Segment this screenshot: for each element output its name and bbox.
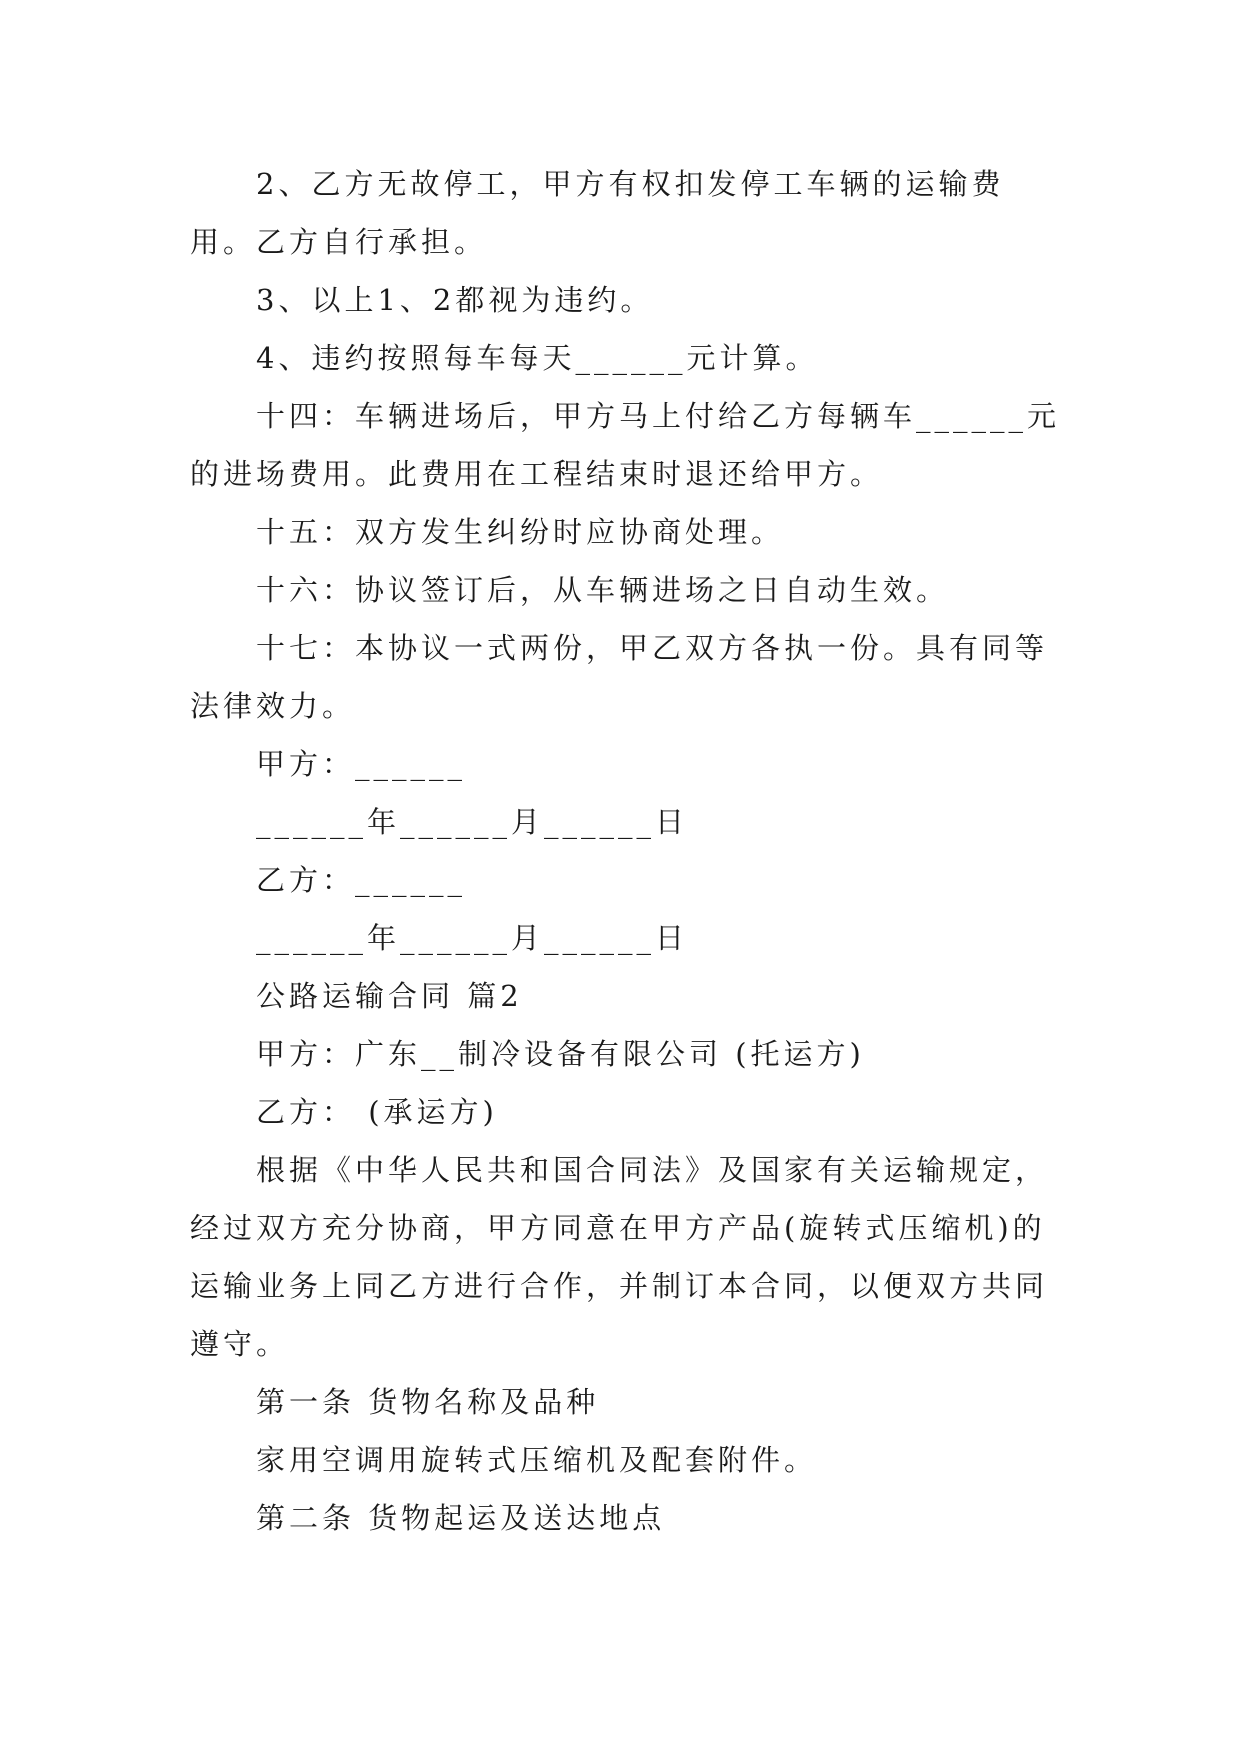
party-a-signature: 甲方：______ <box>256 747 467 781</box>
clause-3-breach: 3、以上1、2都视为违约。 <box>256 283 654 317</box>
party-a-name: 甲方：广东__制冷设备有限公司 (托运方) <box>256 1037 865 1071</box>
document-body <box>190 155 1070 1547</box>
article-14-entry-fee: 十四：车辆进场后，甲方马上付给乙方每辆车______元的进场费用。此费用在工程结束时退还给甲方。 <box>190 399 1061 491</box>
party-b-signature: 乙方：______ <box>256 863 467 897</box>
party-b-name: 乙方： (承运方) <box>256 1095 498 1129</box>
article-1-body: 家用空调用旋转式压缩机及配套附件。 <box>256 1443 818 1477</box>
article-1-heading: 第一条 货物名称及品种 <box>256 1385 600 1419</box>
article-2-heading: 第二条 货物起运及送达地点 <box>256 1501 666 1535</box>
party-b-date: ______年______月______日 <box>256 921 689 955</box>
article-15-disputes: 十五：双方发生纠纷时应协商处理。 <box>256 515 785 549</box>
article-16-effective: 十六：协议签订后，从车辆进场之日自动生效。 <box>256 573 950 607</box>
contract-2-title: 公路运输合同 篇2 <box>256 979 523 1013</box>
clause-4-penalty: 4、违约按照每车每天______元计算。 <box>256 341 819 375</box>
preamble: 根据《中华人民共和国合同法》及国家有关运输规定，经过双方充分协商，甲方同意在甲方产品(旋转式压缩机)的运输业务上同乙方进行合作，并制订本合同，以便双方共同遵守。 <box>190 1153 1049 1361</box>
party-a-date: ______年______月______日 <box>256 805 689 839</box>
article-17-copies: 十七：本协议一式两份，甲乙双方各执一份。具有同等法律效力。 <box>190 631 1049 723</box>
clause-2-work-stoppage: 2、乙方无故停工，甲方有权扣发停工车辆的运输费用。乙方自行承担。 <box>190 167 1005 259</box>
